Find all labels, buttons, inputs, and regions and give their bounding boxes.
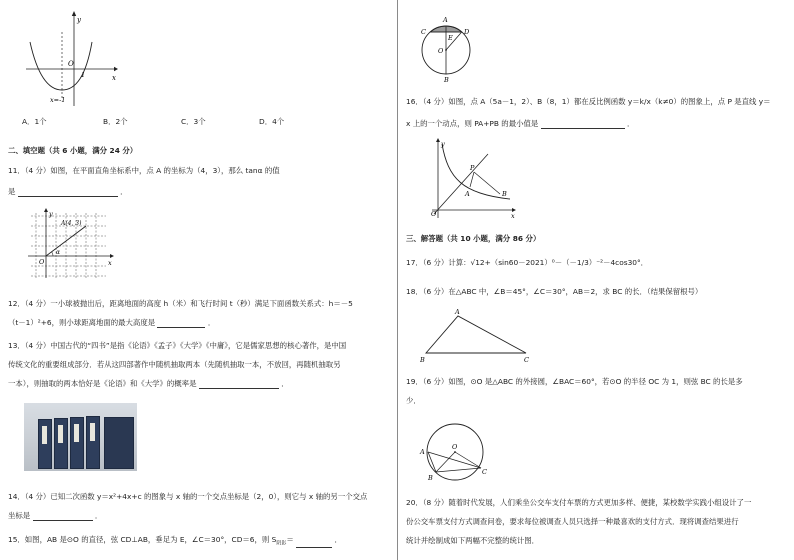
q11-origin: O (39, 258, 45, 266)
q10-option-b: B．2个 (103, 117, 128, 126)
book-2 (54, 418, 68, 469)
left-column (0, 0, 396, 560)
q11-answer-blank[interactable] (18, 188, 118, 197)
q11-line-1: 11．（4 分）如图，在平面直角坐标系中，点 A 的坐标为（4，3），那么 tanα 的值 (8, 166, 280, 175)
q19-label-o: O (452, 443, 458, 451)
q15-end: ． (334, 535, 342, 544)
q15-equals: ＝ (286, 535, 294, 544)
q16-text: x 上的一个动点，则 PA+PB 的最小值是 (406, 119, 539, 128)
q16-axis-y: y (441, 140, 445, 148)
book-3 (70, 417, 84, 469)
q10-tick-1: 1 (81, 71, 86, 79)
q12-suffix: ． (207, 318, 216, 327)
q12-line-1: 12．（4 分）一小球被抛出后，距离地面的高度 h（米）和飞行时间 t（秒）满足下面函数关系式：h＝－5 (8, 299, 353, 308)
q15-label-b: B (444, 76, 449, 84)
q15-text: 15．如图，AB 是⊙O 的直径，弦 CD⊥AB，垂足为 E，∠C＝30°，CD＝6，则 S (8, 535, 277, 544)
q19-label-c: C (482, 468, 487, 476)
q17-line-1: 17．（6 分）计算：√12+（sin60－2021）⁰－（－1/3）⁻²－4cos30°． (406, 258, 649, 267)
q12-line-2 (8, 318, 215, 328)
q18-label-c: C (524, 356, 529, 364)
book-4 (86, 416, 100, 469)
q11-prefix: 是 (8, 187, 16, 196)
q19-label-b: B (428, 474, 433, 482)
q15-label-o: O (438, 47, 444, 55)
q11-grid-graph (26, 208, 116, 280)
q15-line-1 (8, 535, 342, 548)
q10-option-d: D．4个 (259, 117, 285, 126)
book-1 (38, 419, 52, 469)
q18-label-b: B (420, 356, 425, 364)
q14-text: 坐标是 (8, 511, 31, 520)
q20-line-2: 份公交车票支付方式调查问卷，要求每位被调查人员只选择一种最喜欢的支付方式．现将调查结果进行 (406, 517, 739, 526)
q18-line-1: 18．（6 分）在△ABC 中，∠B＝45°，∠C＝30°，AB＝2，求 BC 的长．（结果保留根号） (406, 287, 703, 296)
q18-triangle-figure (420, 306, 532, 364)
q16-suffix: ． (626, 119, 635, 128)
q15-answer-blank[interactable] (296, 539, 332, 548)
q13-line-1: 13．（4 分）中国古代的“四书”是指《论语》《孟子》《大学》《中庸》，它是儒家思想的核心著作，是中国 (8, 341, 347, 350)
q11-suffix: ． (120, 187, 128, 196)
q20-line-3: 统计并绘制成如下两幅不完整的统计图． (406, 536, 540, 545)
q14-line-2 (8, 511, 102, 521)
right-column (400, 0, 794, 560)
q10-asymptote-label: x=-1 (50, 96, 66, 104)
q20-line-1: 20．（8 分）随着时代发展，人们乘坐公交车支付车票的方式更加多样、便捷，某校数学实践小组设计了一 (406, 498, 752, 507)
q16-line-2 (406, 119, 634, 129)
q19-line-2: 少． (406, 396, 421, 405)
book-case (104, 417, 134, 469)
q11-angle: α (56, 249, 61, 256)
q14-line-1: 14．（4 分）已知二次函数 y＝x²+4x+c 的图象与 x 轴的一个交点坐标是（2，0），则它与 x 轴的另一个交点 (8, 492, 368, 501)
section-2-title: 二、填空题（共 6 小题，满分 24 分） (8, 146, 138, 155)
q10-axis-x: x (112, 74, 116, 82)
four-books-photo (24, 403, 137, 471)
q16-label-p: P (470, 164, 475, 172)
q12-answer-blank[interactable] (157, 319, 205, 328)
q10-axis-y: y (77, 16, 81, 24)
q16-label-b: B (502, 190, 507, 198)
q14-answer-blank[interactable] (33, 512, 93, 521)
q16-label-a: A (465, 190, 470, 198)
q15-subscript: 阴影 (276, 540, 287, 547)
q13-suffix: ． (281, 379, 289, 388)
q14-suffix: ． (94, 511, 103, 520)
q16-axis-x: x (511, 212, 515, 220)
q13-text: 一本），则抽取的两本恰好是《论语》和《大学》的概率是 (8, 379, 197, 388)
q15-label-c: C (421, 28, 426, 36)
column-divider (397, 0, 398, 560)
q15-circle-figure (416, 8, 486, 84)
q13-line-3 (8, 379, 289, 389)
q16-answer-blank[interactable] (541, 120, 625, 129)
q13-line-2: 传统文化的重要组成部分．若从这四部著作中随机抽取两本（先随机抽取一本，不放回，再随机抽取另 (8, 360, 341, 369)
q19-label-a: A (420, 448, 425, 456)
q11-line-2 (8, 187, 128, 197)
q18-label-a: A (455, 308, 460, 316)
q16-inverse-function-graph (424, 136, 520, 222)
q15-label-a: A (443, 16, 448, 24)
q16-origin: O (431, 210, 437, 218)
q15-label-d: D (464, 28, 470, 36)
q10-option-c: C．3个 (181, 117, 206, 126)
q16-line-1: 16．（4 分）如图，点 A（5a－1，2）、B（8，1）都在反比例函数 y＝k/x（k≠0）的图象上，点 P 是直线 y＝ (406, 97, 771, 106)
q11-axis-y: y (49, 210, 53, 218)
q12-text: （t－1）²+6，则小球距离地面的最大高度是 (8, 318, 156, 327)
q19-line-1: 19．（6 分）如图，⊙O 是△ABC 的外接圆，∠BAC＝60°，若⊙O 的半径 OC 为 1，则弦 BC 的长是多 (406, 377, 743, 386)
q10-origin: O (68, 60, 74, 68)
q11-axis-x: x (108, 259, 112, 267)
q10-option-a: A．1个 (22, 117, 47, 126)
q10-parabola-graph (24, 8, 119, 108)
q15-label-e: E (448, 34, 453, 42)
q19-circumcircle-figure (416, 418, 496, 484)
section-3-title: 三、解答题（共 10 小题，满分 86 分） (406, 234, 541, 243)
q13-answer-blank[interactable] (199, 380, 279, 389)
q11-point-a: A(4, 3) (61, 220, 82, 227)
